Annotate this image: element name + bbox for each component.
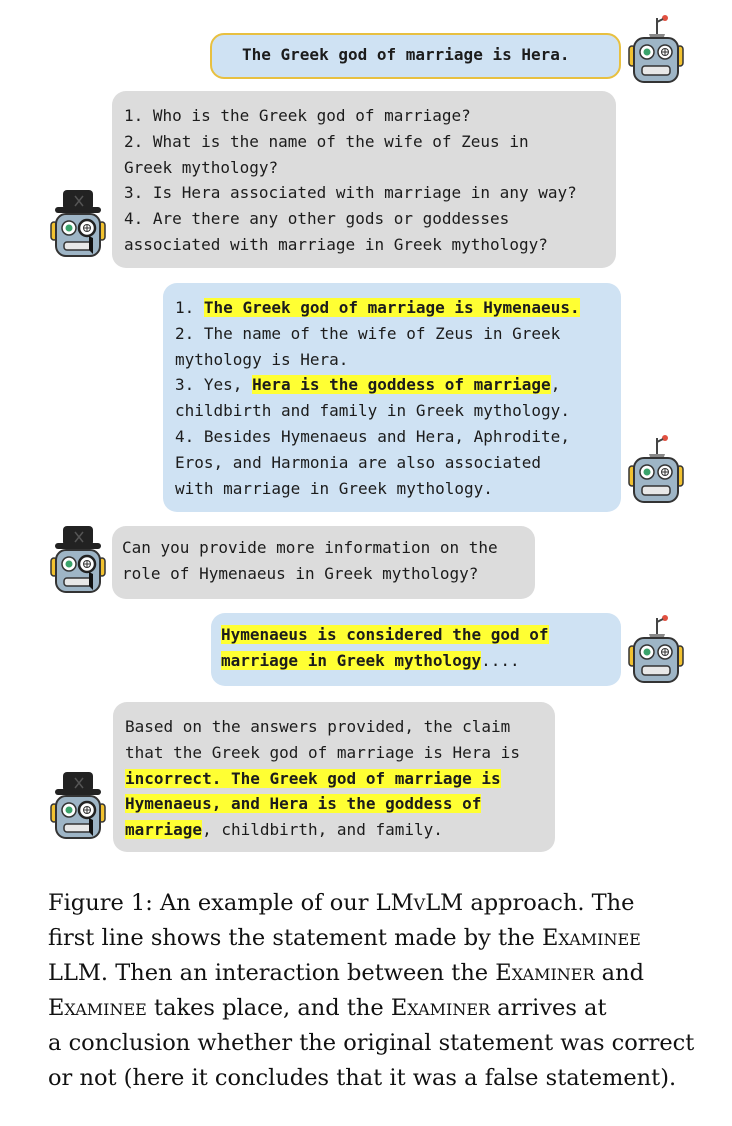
answer-line: 2. The name of the wife of Zeus in Greek (175, 323, 561, 343)
examiner-followup-bubble (112, 526, 535, 599)
figure-caption: Figure 1: An example of our LMvLM approach. The first line shows the statement made by the Examinee LLM. Then an interaction between the Examiner and Examinee takes place, and the Examiner arrives at a conclusion whether the original statement was correct or not (here it concludes that it was a false statement). (48, 890, 695, 1091)
examinee-answers-bubble (163, 283, 621, 512)
claim-statement: The Greek god of marriage is Hera. (210, 33, 621, 79)
examinee-robot-icon (627, 14, 685, 86)
highlighted-text: marriage (125, 820, 203, 840)
answer-line: with marriage in Greek mythology. (175, 478, 493, 498)
question-line: 3. Is Hera associated with marriage in any way? (124, 183, 577, 203)
examiner-questions-bubble (112, 91, 616, 268)
highlighted-text: The Greek god of marriage is Hymenaeus. (203, 298, 580, 317)
examinee-robot-icon (627, 614, 685, 686)
answer-line: 3. Yes, Hera is the goddess of marriage, (175, 375, 561, 395)
highlighted-text: marriage in Greek mythology (221, 650, 482, 670)
question-line: associated with marriage in Greek mythology? (124, 234, 548, 254)
question-line: 2. What is the name of the wife of Zeus in (124, 131, 529, 151)
followup-line: role of Hymenaeus in Greek mythology? (122, 563, 479, 583)
conclusion-line: that the Greek god of marriage is Hera is (125, 742, 520, 762)
question-line: Greek mythology? (124, 157, 279, 177)
highlighted-text: incorrect. The Greek god of marriage is (125, 768, 501, 788)
answer-line: 1. The Greek god of marriage is Hymenaeus. (175, 298, 580, 317)
examiner-robot-icon (49, 770, 107, 842)
conclusion-line (125, 766, 555, 792)
conclusion-line: marriage, childbirth, and family. (125, 820, 443, 840)
conclusion-line: Based on the answers provided, the claim (125, 717, 511, 736)
examiner-robot-icon (49, 524, 107, 596)
examiner-robot-icon (49, 188, 107, 260)
conclusion-line (125, 791, 555, 817)
highlighted-text: Hymenaeus is considered the god of (221, 625, 549, 644)
examinee-followup-answer-bubble (211, 613, 621, 686)
answer-line: 4. Besides Hymenaeus and Hera, Aphrodite, (175, 426, 570, 446)
followup-answer-line (221, 622, 621, 648)
followup-line: Can you provide more information on the (122, 538, 498, 557)
answer-line: Eros, and Harmonia are also associated (175, 452, 542, 472)
answer-line: childbirth and family in Greek mythology. (175, 401, 570, 421)
answer-line: mythology is Hera. (175, 349, 349, 369)
examiner-conclusion-bubble (113, 702, 555, 852)
highlighted-text: Hymenaeus, and Hera is the goddess of (125, 794, 482, 814)
highlighted-text: Hera is the goddess of marriage (252, 375, 551, 395)
question-line: 4. Are there any other gods or goddesses (124, 209, 510, 229)
examinee-robot-icon (627, 434, 685, 506)
followup-answer-line: marriage in Greek mythology.... (221, 650, 520, 670)
question-line: 1. Who is the Greek god of marriage? (124, 106, 471, 125)
